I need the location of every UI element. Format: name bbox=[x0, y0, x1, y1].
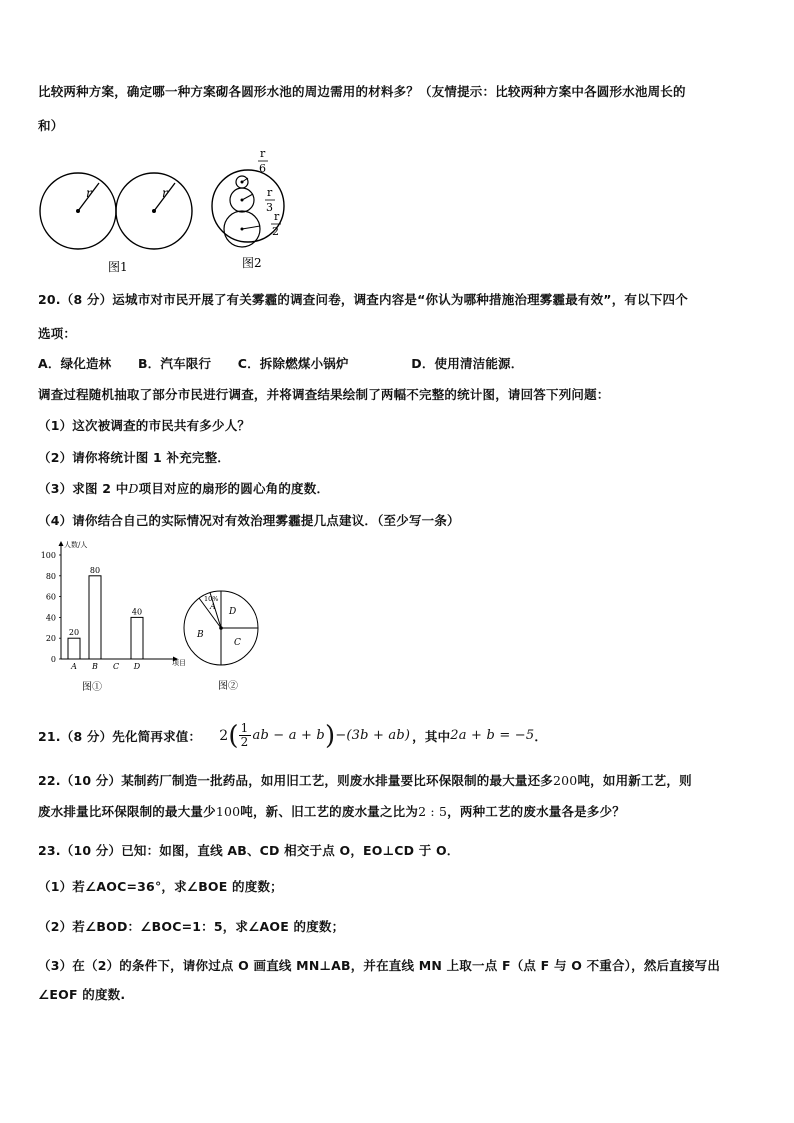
q21-left-paren: ( bbox=[228, 720, 239, 751]
pie-label-b: B bbox=[197, 630, 204, 640]
y-axis-label: 人数/人 bbox=[64, 541, 88, 549]
bar-D bbox=[131, 617, 143, 659]
pie-label-c: C bbox=[234, 638, 241, 648]
q22-l2-b: 吨，新、旧工艺的废水量之比为 bbox=[240, 804, 419, 819]
q21-line bbox=[38, 722, 547, 749]
q22-l2-a: 废水排量比环保限制的最大量少 bbox=[38, 804, 216, 819]
q21-tail-expr: −(3b + ab) bbox=[335, 728, 411, 743]
frac-mid-num: r bbox=[267, 186, 273, 199]
q21-prefix: 21.（8 分）先化简再求值： bbox=[38, 728, 202, 744]
q20-sub3-var: D bbox=[128, 481, 139, 496]
frac-bot-den: 2 bbox=[272, 225, 279, 238]
q22-l1-a: 22.（10 分）某制药厂制造一批药品，如用旧工艺，则废水排量要比环保限制的最大量还多 bbox=[38, 773, 553, 788]
q20-sub3 bbox=[38, 479, 329, 497]
frac-mid-den: 3 bbox=[266, 201, 273, 214]
q21-fraction bbox=[239, 722, 251, 749]
y-tick-label: 80 bbox=[45, 571, 56, 581]
q20-sub3-prefix: （3）求图 2 中 bbox=[38, 481, 129, 496]
q23-sub2: （2）若∠BOD：∠BOC=1：5，求∠AOE 的度数； bbox=[38, 919, 345, 934]
q21-coef: 2 bbox=[219, 727, 229, 744]
bar-data-label: 80 bbox=[89, 565, 101, 575]
q20-stem-line2: 选项： bbox=[38, 326, 77, 341]
frac-top-num: r bbox=[260, 147, 266, 160]
q19-text-line2: 和） bbox=[38, 118, 64, 133]
option-a: A．绿化造林 bbox=[38, 356, 112, 371]
q22-line2 bbox=[38, 802, 625, 820]
pie-label-percent-a: 10% bbox=[204, 595, 219, 603]
option-d: D．使用清洁能源． bbox=[411, 356, 524, 371]
q21-end: ． bbox=[534, 728, 548, 744]
q23-stem: 23.（10 分）已知：如图，直线 AB、CD 相交于点 O，EO⊥CD 于 O． bbox=[38, 843, 460, 858]
x-tick-label: A bbox=[71, 662, 77, 671]
bar-data-label: 40 bbox=[131, 607, 143, 617]
q20-sub4: （4）请你结合自己的实际情况对有效治理雾霾提几点建议．（至少写一条） bbox=[38, 513, 460, 528]
large-radius bbox=[242, 226, 260, 229]
radius-label-left: r bbox=[86, 186, 92, 200]
radius-label-right: r bbox=[162, 186, 168, 200]
q21-frac-den: 2 bbox=[240, 735, 249, 749]
q20-sub1: （1）这次被调查的市民共有多少人？ bbox=[38, 418, 251, 433]
q20-sub2: （2）请你将统计图 1 补充完整． bbox=[38, 450, 230, 465]
bar-chart-caption: 图① bbox=[82, 682, 102, 693]
figure-1-caption: 图1 bbox=[108, 260, 128, 274]
pie-label-a: A bbox=[210, 602, 216, 611]
option-b: B．汽车限行 bbox=[137, 356, 212, 371]
q23-sub1: （1）若∠AOC=36°，求∠BOE 的度数； bbox=[38, 879, 283, 894]
figure-1-two-circles bbox=[36, 165, 201, 275]
q23-sub3-line2: ∠EOF 的度数. bbox=[38, 987, 126, 1002]
q22-l2-c: ，两种工艺的废水量各是多少？ bbox=[447, 804, 625, 819]
q20-stem-line1: 20.（8 分）运城市对市民开展了有关雾霾的调查问卷，调查内容是“你认为哪种措施治理雾霾最有效”，有以下四个 bbox=[38, 292, 688, 307]
q23-sub3-line1: （3）在（2）的条件下，请你过点 O 画直线 MN⊥AB，并在直线 MN 上取一点 F（点 F 与 O 不重合），然后直接写出 bbox=[38, 958, 721, 973]
pie-chart-figure-2 bbox=[180, 585, 270, 695]
q21-right-paren: ) bbox=[324, 720, 336, 751]
frac-bot-num: r bbox=[274, 210, 280, 223]
bar-data-label: 20 bbox=[68, 628, 80, 638]
q20-options bbox=[38, 354, 523, 372]
q22-line1 bbox=[38, 771, 692, 789]
figure-2-caption: 图2 bbox=[242, 256, 262, 270]
q20-sub3-suffix: 项目对应的扇形的圆心角的度数． bbox=[138, 481, 330, 496]
y-tick-label: 60 bbox=[45, 592, 56, 602]
frac-top-den: 6 bbox=[259, 162, 266, 175]
bar-B bbox=[89, 576, 101, 659]
q21-mid: ，其中 bbox=[412, 728, 451, 744]
q22-l1-num: 200 bbox=[553, 773, 578, 788]
y-tick-label: 0 bbox=[50, 655, 56, 664]
x-tick-label: B bbox=[92, 662, 98, 671]
q22-l2-num: 100 bbox=[215, 804, 241, 819]
y-axis-arrow bbox=[59, 541, 64, 546]
option-c: C．拆除燃煤小锅炉 bbox=[237, 356, 349, 371]
q22-l2-ratio: 2 : 5 bbox=[418, 804, 448, 819]
y-tick-label: 20 bbox=[45, 634, 56, 644]
x-tick-label: D bbox=[133, 662, 141, 671]
q21-condition: 2a + b = −5 bbox=[450, 728, 535, 743]
pie-label-d: D bbox=[229, 607, 237, 617]
y-tick-label: 100 bbox=[40, 551, 56, 560]
q21-frac-num: 1 bbox=[240, 721, 249, 735]
bar-A bbox=[68, 638, 80, 659]
y-tick-label: 40 bbox=[45, 613, 56, 623]
q22-l1-b: 吨，如用新工艺，则 bbox=[577, 773, 692, 788]
x-tick-label: C bbox=[112, 662, 120, 671]
figure-2-nested-circles bbox=[208, 146, 308, 272]
pie-center bbox=[219, 626, 223, 630]
x-axis-label: 项目 bbox=[172, 659, 186, 667]
q21-inner-expr: ab − a + b bbox=[252, 728, 325, 743]
bar-chart-figure-1 bbox=[36, 535, 186, 695]
q19-text-line1: 比较两种方案，确定哪一种方案砌各圆形水池的周边需用的材料多？（友情提示：比较两种方案中各圆形水池周长的 bbox=[38, 84, 686, 99]
pie-chart-caption: 图② bbox=[218, 681, 238, 692]
mid-radius bbox=[242, 194, 253, 200]
q20-intro: 调查过程随机抽取了部分市民进行调查，并将调查结果绘制了两幅不完整的统计图，请回答下列问题： bbox=[38, 387, 610, 402]
